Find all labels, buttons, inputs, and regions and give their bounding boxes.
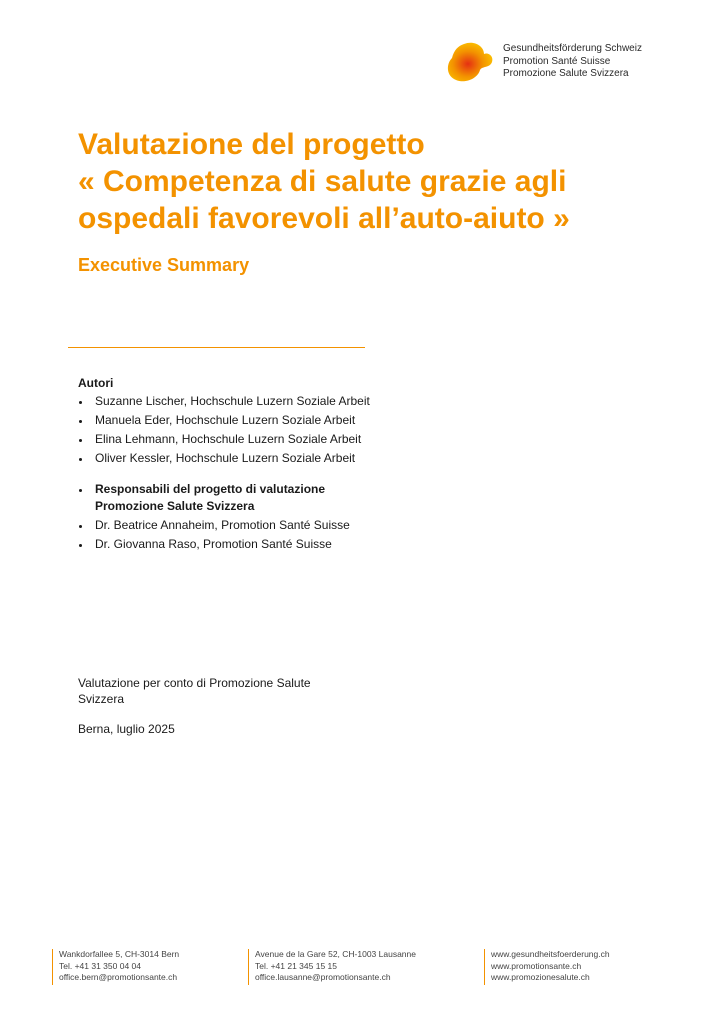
footer-email[interactable]: office.lausanne@promotionsante.ch — [255, 972, 391, 982]
footer-line: Wankdorfallee 5, CH-3014 Bern — [59, 949, 180, 959]
document-subtitle: Executive Summary — [78, 255, 250, 275]
authors-list — [78, 393, 378, 467]
footer-line: Tel. +41 31 350 04 04 — [59, 960, 141, 971]
title-line-3: ospedali favorevoli all’auto-aiuto » — [78, 202, 570, 235]
author-item: Oliver Kessler, Hochschule Luzern Soziale Arbeit — [78, 450, 378, 467]
author-item: Suzanne Lischer, Hochschule Luzern Soziale Arbeit — [78, 393, 378, 410]
footer-line: Tel. +41 21 345 15 15 — [255, 960, 337, 971]
title-line-1: Valutazione del progetto — [78, 128, 425, 161]
footer-address-bern — [52, 949, 179, 985]
author-item: Elina Lehmann, Hochschule Luzern Soziale Arbeit — [78, 431, 378, 448]
footer-link[interactable]: www.promotionsante.ch — [491, 960, 582, 971]
logo-line-de: Gesundheitsförderung Schweiz — [503, 43, 642, 54]
logo-line-it: Promozione Salute Svizzera — [503, 68, 629, 79]
orange-divider — [68, 347, 365, 348]
footer-address-lausanne — [248, 949, 416, 985]
responsibles-heading: Responsabili del progetto di valutazione Promozione Salute Svizzera — [78, 481, 378, 515]
authors-section — [78, 375, 378, 555]
commission-note: Valutazione per conto di Promozione Salute Svizzera — [78, 676, 311, 706]
footer-line: Avenue de la Gare 52, CH-1003 Lausanne — [255, 949, 416, 959]
author-item: Manuela Eder, Hochschule Luzern Soziale Arbeit — [78, 412, 378, 429]
promotion-sante-logo-icon — [444, 40, 496, 86]
document-title — [78, 126, 698, 237]
responsibles-list — [78, 481, 378, 553]
logo-line-fr: Promotion Santé Suisse — [503, 55, 611, 67]
title-line-2: « Competenza di salute grazie agli — [78, 165, 567, 198]
responsible-item: Dr. Giovanna Raso, Promotion Santé Suisse — [78, 536, 378, 553]
organization-logo — [444, 40, 684, 88]
place-date: Berna, luglio 2025 — [78, 722, 175, 736]
footer-link[interactable]: www.promozionesalute.ch — [491, 972, 590, 982]
footer-email[interactable]: office.bern@promotionsante.ch — [59, 972, 178, 982]
footer-link[interactable]: www.gesundheitsfoerderung.ch — [491, 949, 610, 959]
authors-heading: Autori — [78, 376, 114, 390]
responsible-item: Dr. Beatrice Annaheim, Promotion Santé Suisse — [78, 517, 378, 534]
footer-websites — [484, 949, 610, 985]
